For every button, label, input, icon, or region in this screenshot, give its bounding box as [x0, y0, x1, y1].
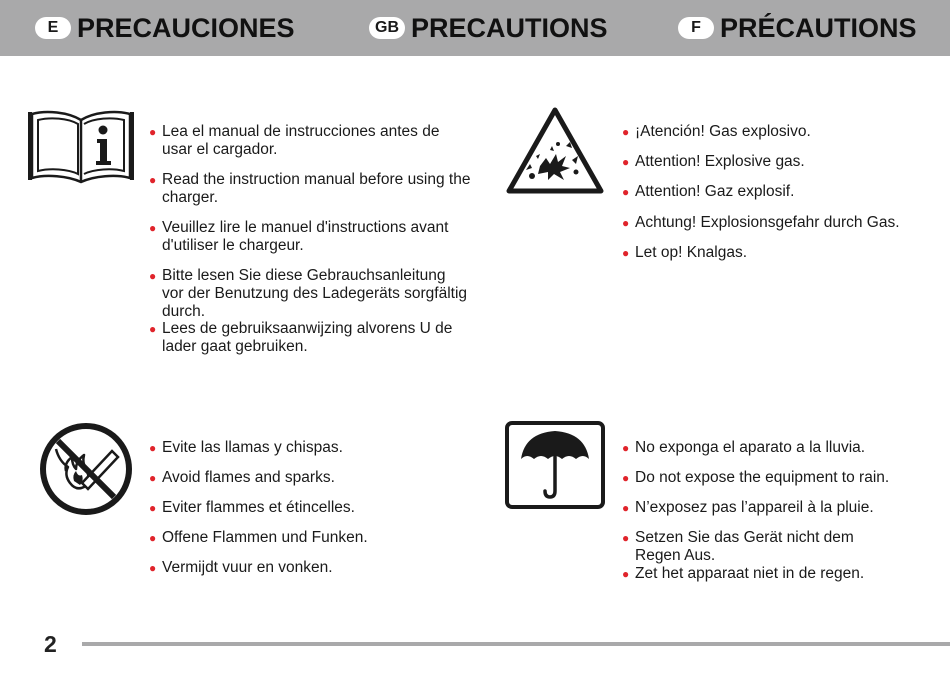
list-item: ● Offene Flammen und Funken. — [149, 529, 368, 546]
bullet-icon: ● — [149, 531, 157, 545]
list-item: ● Achtung! Explosionsgefahr durch Gas. — [622, 214, 900, 231]
heading-es: PRECAUCIONES — [77, 12, 295, 43]
flames-precautions-list — [149, 439, 449, 589]
bullet-icon: ● — [149, 471, 157, 485]
bullet-icon: ● — [149, 322, 157, 336]
explosive-precautions-list — [622, 123, 932, 273]
manual-precautions-list — [149, 123, 489, 363]
header-group-gb — [369, 0, 608, 56]
page-number: 2 — [44, 631, 57, 657]
language-badge-gb: GB — [369, 17, 405, 39]
bullet-icon: ● — [149, 561, 157, 575]
list-item: ● N’exposez pas l’appareil à la pluie. — [622, 499, 874, 516]
list-item: ● Vermijdt vuur en vonken. — [149, 559, 333, 576]
bullet-icon: ● — [622, 246, 630, 260]
list-item: ● Attention! Gaz explosif. — [622, 183, 795, 200]
bullet-icon: ● — [622, 125, 630, 139]
no-flames-icon — [38, 421, 134, 517]
list-item: ● Do not expose the equipment to rain. — [622, 469, 890, 486]
list-item: ● Setzen Sie das Gerät nicht dem Regen Aus. — [622, 529, 854, 564]
list-item: ● Evite las llamas y chispas. — [149, 439, 343, 456]
header-group-fr — [678, 0, 917, 56]
bullet-icon: ● — [622, 216, 630, 230]
language-badge-es: E — [35, 17, 71, 39]
list-item: ● Avoid flames and sparks. — [149, 469, 335, 486]
bullet-icon: ● — [622, 567, 630, 581]
list-item: ● Read the instruction manual before using the charger. — [149, 171, 471, 206]
language-badge-fr: F — [678, 17, 714, 39]
explosive-warning-icon — [506, 106, 604, 194]
list-item: ● Attention! Explosive gas. — [622, 153, 805, 170]
bullet-icon: ● — [149, 441, 157, 455]
bullet-icon: ● — [622, 471, 630, 485]
list-item: ● No exponga el aparato a la lluvia. — [622, 439, 866, 456]
bullet-icon: ● — [149, 125, 157, 139]
list-item: ● Bitte lesen Sie diese Gebrauchsanleitung vor der Benutzung des Ladegeräts sorgfältig durch. — [149, 267, 468, 320]
list-item: ● Eviter flammes et étincelles. — [149, 499, 355, 516]
bullet-icon: ● — [149, 269, 157, 283]
bullet-icon: ● — [622, 155, 630, 169]
heading-gb: PRECAUTIONS — [411, 12, 608, 43]
bullet-icon: ● — [622, 531, 630, 545]
bullet-icon: ● — [149, 501, 157, 515]
heading-fr: PRÉCAUTIONS — [720, 12, 917, 43]
list-item: ● Lea el manual de instrucciones antes de usar el cargador. — [149, 123, 440, 158]
bullet-icon: ● — [622, 441, 630, 455]
bullet-icon: ● — [622, 185, 630, 199]
header-bar — [0, 0, 950, 56]
manual-info-icon — [28, 106, 134, 184]
footer-divider — [82, 642, 950, 646]
bullet-icon: ● — [149, 173, 157, 187]
header-group-es — [35, 0, 295, 56]
list-item: ● Let op! Knalgas. — [622, 244, 748, 261]
list-item: ● ¡Atención! Gas explosivo. — [622, 123, 811, 140]
bullet-icon: ● — [622, 501, 630, 515]
list-item: ● Lees de gebruiksaanwijzing alvorens U de lader gaat gebruiken. — [149, 320, 453, 355]
umbrella-icon — [505, 421, 605, 509]
bullet-icon: ● — [149, 221, 157, 235]
list-item: ● Zet het apparaat niet in de regen. — [622, 565, 865, 582]
list-item: ● Veuillez lire le manuel d'instructions avant d'utiliser le chargeur. — [149, 219, 449, 254]
rain-precautions-list — [622, 439, 932, 599]
